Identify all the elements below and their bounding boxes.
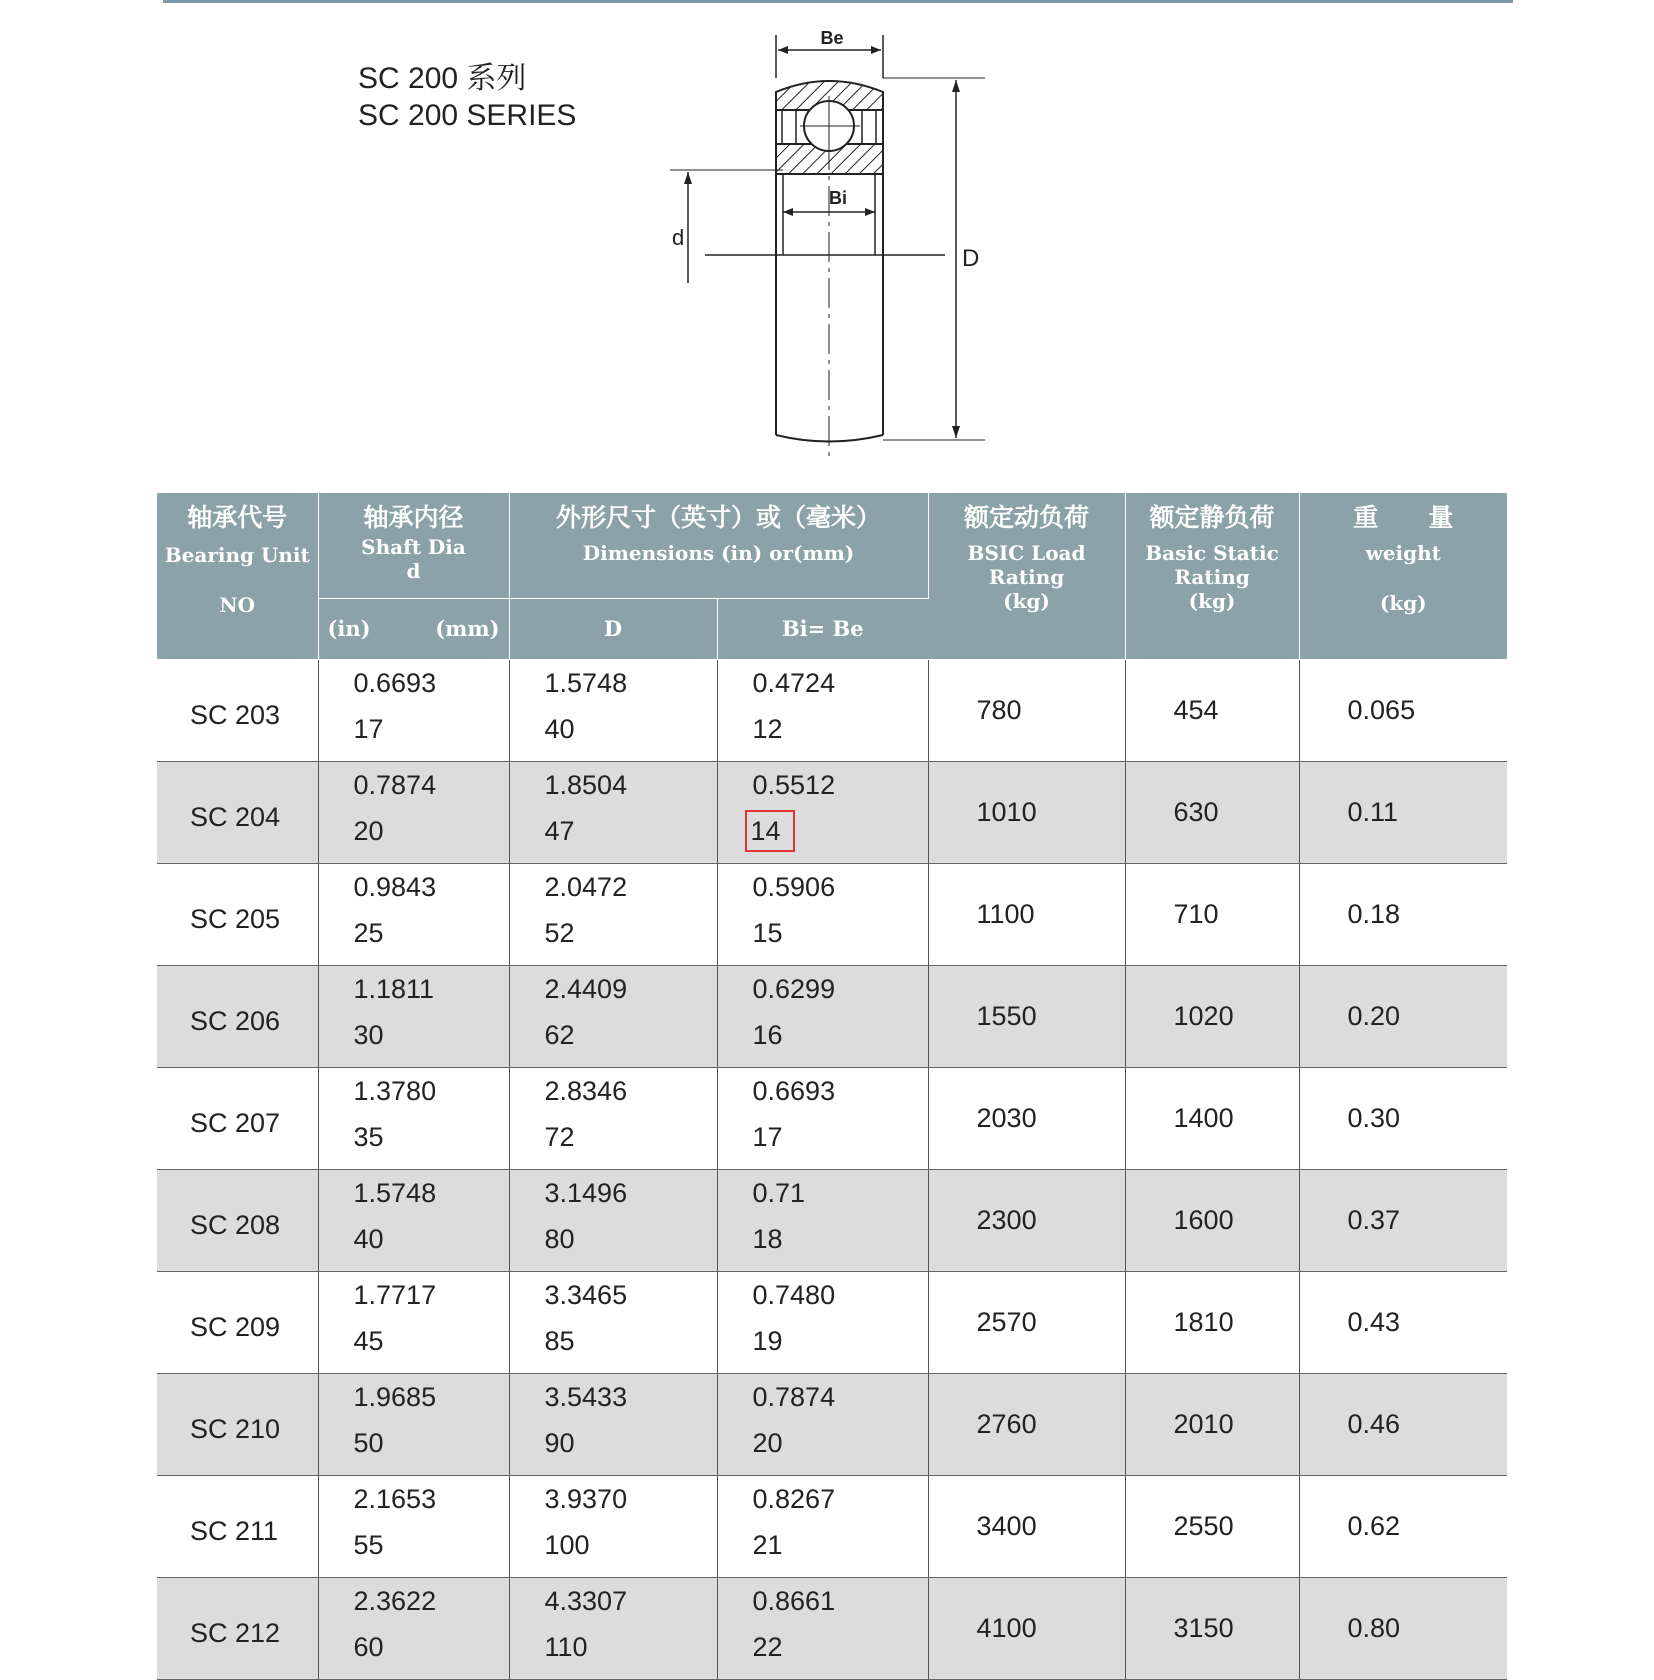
value-in: 0.5512 [752, 769, 836, 800]
width-cell [717, 863, 928, 965]
value-mm: 45 [353, 1325, 384, 1356]
value-mm: 21 [752, 1529, 783, 1560]
value-mm: 22 [752, 1631, 783, 1662]
label-be: Be [820, 28, 844, 48]
value-mm: 35 [353, 1121, 384, 1152]
weight-cell: 0.37 [1299, 1169, 1507, 1271]
width-cell [717, 1373, 928, 1475]
outer-dia-cell [509, 1271, 717, 1373]
highlighted-value: 14 [745, 810, 795, 852]
bearing-table [157, 493, 1507, 1680]
shaft-dia-cell [318, 1475, 509, 1577]
value-in: 1.1811 [353, 973, 435, 1004]
width-cell [717, 659, 928, 761]
value-mm: 17 [752, 1121, 783, 1152]
static-load-cell: 1810 [1125, 1271, 1299, 1373]
bearing-no-cell: SC 206 [157, 965, 318, 1067]
dynamic-load-cell: 1010 [928, 761, 1125, 863]
outer-dia-cell [509, 1067, 717, 1169]
value-mm: 20 [353, 815, 384, 846]
bearing-no-cell: SC 205 [157, 863, 318, 965]
weight-cell: 0.065 [1299, 659, 1507, 761]
value-in: 2.8346 [544, 1075, 628, 1106]
shaft-dia-cell [318, 965, 509, 1067]
outer-dia-cell [509, 863, 717, 965]
title-cn: SC 200 系列 [358, 62, 527, 95]
static-load-cell: 630 [1125, 761, 1299, 863]
table-row [157, 761, 1507, 863]
table-row [157, 1577, 1507, 1679]
value-in: 1.3780 [353, 1075, 437, 1106]
value-in: 0.8661 [752, 1585, 836, 1616]
value-in: 0.6693 [752, 1075, 836, 1106]
bearing-table-wrapper [157, 493, 1507, 1680]
outer-dia-cell [509, 1475, 717, 1577]
header-shaft-dia: 轴承内径 Shaft Dia d [318, 493, 509, 598]
weight-cell: 0.18 [1299, 863, 1507, 965]
bearing-no-cell: SC 209 [157, 1271, 318, 1373]
value-mm: 100 [544, 1529, 590, 1560]
value-in: 2.3622 [353, 1585, 437, 1616]
shaft-dia-cell [318, 1373, 509, 1475]
value-in: 1.8504 [544, 769, 628, 800]
value-in: 0.4724 [752, 667, 836, 698]
dynamic-load-cell: 1550 [928, 965, 1125, 1067]
weight-cell: 0.62 [1299, 1475, 1507, 1577]
value-in: 0.6299 [752, 973, 836, 1004]
value-in: 0.6693 [353, 667, 437, 698]
shaft-dia-cell [318, 659, 509, 761]
value-mm: 110 [544, 1631, 588, 1662]
value-mm: 80 [544, 1223, 575, 1254]
table-row [157, 863, 1507, 965]
label-d: d [672, 225, 685, 250]
value-mm: 62 [544, 1019, 575, 1050]
value-mm: 60 [353, 1631, 384, 1662]
value-in: 0.9843 [353, 871, 437, 902]
dynamic-load-cell: 3400 [928, 1475, 1125, 1577]
weight-cell: 0.46 [1299, 1373, 1507, 1475]
dynamic-load-cell: 4100 [928, 1577, 1125, 1679]
bearing-diagram [0, 0, 1654, 480]
header-weight: 重 量 weight (kg) [1299, 493, 1507, 659]
dynamic-load-cell: 2030 [928, 1067, 1125, 1169]
width-cell [717, 1169, 928, 1271]
width-cell [717, 965, 928, 1067]
width-cell [717, 1067, 928, 1169]
table-row [157, 659, 1507, 761]
static-load-cell: 1600 [1125, 1169, 1299, 1271]
value-mm: 17 [353, 713, 384, 744]
shaft-dia-cell [318, 863, 509, 965]
header-shaft-units: (in) (mm) [318, 598, 509, 659]
header-dimensions: 外形尺寸（英寸）或（毫米） Dimensions (in) or(mm) [509, 493, 928, 598]
header-D: D [509, 598, 717, 659]
value-mm: 40 [544, 713, 575, 744]
table-row [157, 1271, 1507, 1373]
label-bi: Bi [829, 188, 847, 208]
table-row [157, 965, 1507, 1067]
value-in: 4.3307 [544, 1585, 628, 1616]
value-in: 3.3465 [544, 1279, 628, 1310]
weight-cell: 0.11 [1299, 761, 1507, 863]
value-mm: 20 [752, 1427, 783, 1458]
value-mm: 85 [544, 1325, 575, 1356]
value-in: 0.7874 [353, 769, 437, 800]
value-in: 0.5906 [752, 871, 836, 902]
value-mm: 90 [544, 1427, 575, 1458]
value-in: 3.9370 [544, 1483, 628, 1514]
header-dynamic-load: 额定动负荷 BSIC Load Rating (kg) [928, 493, 1125, 659]
static-load-cell: 1400 [1125, 1067, 1299, 1169]
outer-dia-cell [509, 1577, 717, 1679]
dynamic-load-cell: 1100 [928, 863, 1125, 965]
dynamic-load-cell: 780 [928, 659, 1125, 761]
static-load-cell: 2010 [1125, 1373, 1299, 1475]
width-cell [717, 1475, 928, 1577]
table-row [157, 1475, 1507, 1577]
value-mm: 12 [752, 713, 783, 744]
value-in: 2.1653 [353, 1483, 437, 1514]
shaft-dia-cell [318, 761, 509, 863]
value-in: 0.71 [752, 1177, 806, 1208]
header-bi-be: Bi= Be [717, 598, 928, 659]
width-cell [717, 1577, 928, 1679]
value-mm: 40 [353, 1223, 384, 1254]
weight-cell: 0.30 [1299, 1067, 1507, 1169]
value-in: 3.5433 [544, 1381, 628, 1412]
bearing-no-cell: SC 210 [157, 1373, 318, 1475]
bearing-no-cell: SC 204 [157, 761, 318, 863]
dynamic-load-cell: 2760 [928, 1373, 1125, 1475]
shaft-dia-cell [318, 1169, 509, 1271]
value-mm: 55 [353, 1529, 384, 1560]
table-row [157, 1067, 1507, 1169]
value-mm: 52 [544, 917, 575, 948]
dynamic-load-cell: 2570 [928, 1271, 1125, 1373]
value-in: 2.0472 [544, 871, 628, 902]
width-cell [717, 761, 928, 863]
value-in: 0.7480 [752, 1279, 836, 1310]
outer-dia-cell [509, 761, 717, 863]
bearing-no-cell: SC 203 [157, 659, 318, 761]
dynamic-load-cell: 2300 [928, 1169, 1125, 1271]
table-row [157, 1373, 1507, 1475]
static-load-cell: 1020 [1125, 965, 1299, 1067]
bearing-no-cell: SC 207 [157, 1067, 318, 1169]
header-bearing-unit: 轴承代号 Bearing Unit NO [157, 493, 318, 659]
value-in: 0.7874 [752, 1381, 836, 1412]
static-load-cell: 3150 [1125, 1577, 1299, 1679]
outer-dia-cell [509, 965, 717, 1067]
weight-cell: 0.20 [1299, 965, 1507, 1067]
value-mm: 30 [353, 1019, 384, 1050]
shaft-dia-cell [318, 1271, 509, 1373]
value-in: 1.5748 [544, 667, 628, 698]
value-mm [750, 808, 928, 854]
bearing-no-cell: SC 211 [157, 1475, 318, 1577]
bearing-no-cell: SC 208 [157, 1169, 318, 1271]
value-in: 1.7717 [353, 1279, 437, 1310]
value-mm: 72 [544, 1121, 575, 1152]
value-in: 2.4409 [544, 973, 628, 1004]
weight-cell: 0.80 [1299, 1577, 1507, 1679]
value-mm: 47 [544, 815, 575, 846]
static-load-cell: 710 [1125, 863, 1299, 965]
header-static-load: 额定静负荷 Basic Static Rating (kg) [1125, 493, 1299, 659]
value-in: 1.9685 [353, 1381, 437, 1412]
bearing-no-cell: SC 212 [157, 1577, 318, 1679]
title-en: SC 200 SERIES [358, 99, 577, 132]
label-D: D [962, 245, 980, 272]
table-body [157, 659, 1507, 1679]
static-load-cell: 454 [1125, 659, 1299, 761]
shaft-dia-cell [318, 1577, 509, 1679]
value-mm: 16 [752, 1019, 783, 1050]
shaft-dia-cell [318, 1067, 509, 1169]
value-mm: 18 [752, 1223, 783, 1254]
outer-dia-cell [509, 659, 717, 761]
outer-dia-cell [509, 1373, 717, 1475]
value-mm: 19 [752, 1325, 783, 1356]
static-load-cell: 2550 [1125, 1475, 1299, 1577]
outer-dia-cell [509, 1169, 717, 1271]
value-in: 1.5748 [353, 1177, 437, 1208]
value-mm: 15 [752, 917, 783, 948]
weight-cell: 0.43 [1299, 1271, 1507, 1373]
value-mm: 25 [353, 917, 384, 948]
value-in: 3.1496 [544, 1177, 628, 1208]
value-in: 0.8267 [752, 1483, 836, 1514]
table-row [157, 1169, 1507, 1271]
value-mm: 50 [353, 1427, 384, 1458]
width-cell [717, 1271, 928, 1373]
